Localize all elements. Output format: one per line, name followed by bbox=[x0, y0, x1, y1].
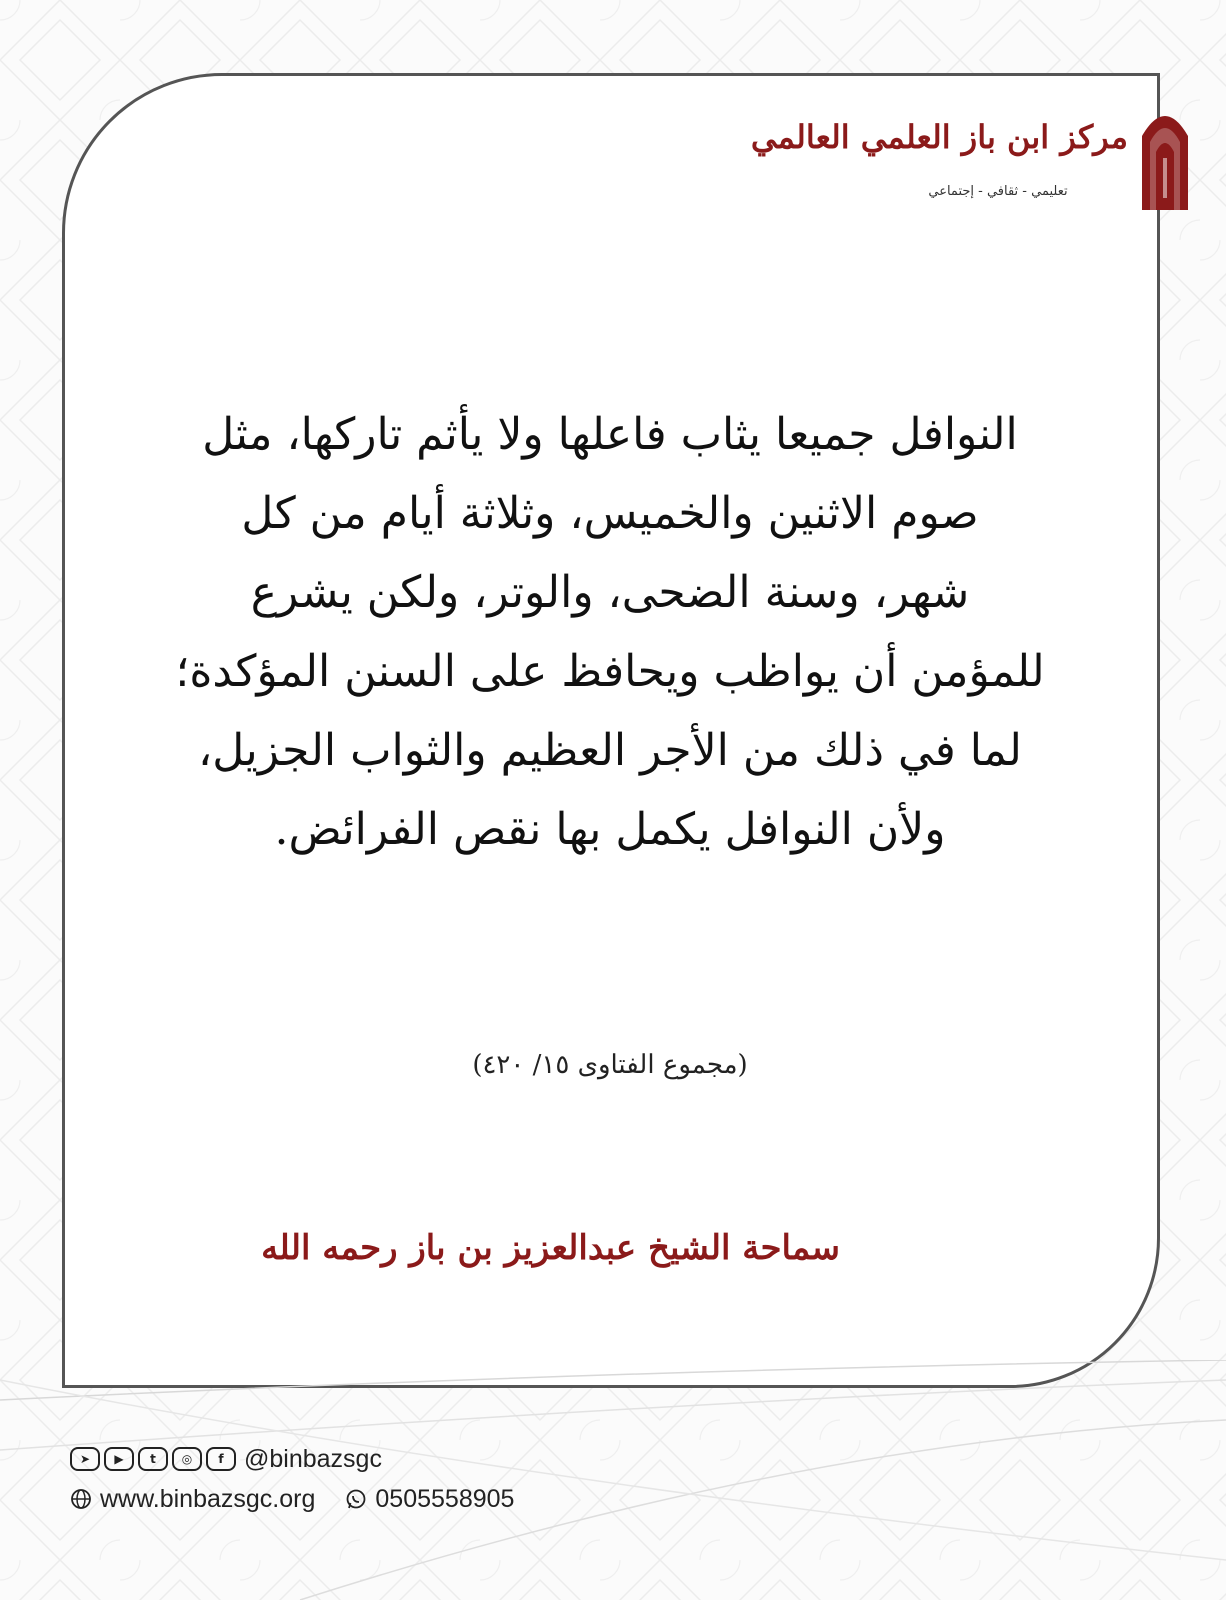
twitter-icon[interactable]: t bbox=[138, 1447, 168, 1471]
quote-line: لما في ذلك من الأجر العظيم والثواب الجزيل، bbox=[198, 725, 1022, 776]
center-name: مركز ابن باز العلمي العالمي bbox=[750, 118, 1128, 156]
quote-text bbox=[170, 395, 1050, 869]
youtube-icon[interactable]: ▶ bbox=[104, 1447, 134, 1471]
social-links bbox=[70, 1442, 382, 1476]
footer-decoration bbox=[0, 1360, 1226, 1600]
instagram-icon[interactable]: ◎ bbox=[172, 1447, 202, 1471]
contact-info bbox=[70, 1482, 514, 1516]
globe-icon bbox=[70, 1488, 92, 1510]
phone-number[interactable]: 0505558905 bbox=[375, 1484, 515, 1513]
whatsapp-icon bbox=[345, 1488, 367, 1510]
center-tagline: تعليمي - ثقافي - إجتماعي bbox=[928, 184, 1068, 199]
telegram-icon[interactable]: ➤ bbox=[70, 1447, 100, 1471]
mosque-arch-icon bbox=[1138, 102, 1192, 210]
signature-calligraphy: سماحة الشيخ عبدالعزيز بن باز رحمه الله bbox=[261, 1228, 840, 1268]
quote-line: صوم الاثنين والخميس، وثلاثة أيام من كل bbox=[241, 488, 979, 539]
quote-line: شهر، وسنة الضحى، والوتر، ولكن يشرع bbox=[250, 567, 970, 618]
citation: (مجموع الفتاوى ١٥/ ٤٢٠) bbox=[472, 1050, 748, 1080]
quote-line: النوافل جميعا يثاب فاعلها ولا يأثم تاركها، مثل bbox=[202, 409, 1018, 460]
social-handle[interactable]: @binbazsgc bbox=[244, 1444, 382, 1473]
quote-line: للمؤمن أن يواظب ويحافظ على السنن المؤكدة؛ bbox=[175, 646, 1045, 697]
website-link[interactable]: www.binbazsgc.org bbox=[100, 1484, 316, 1513]
quote-line: ولأن النوافل يكمل بها نقص الفرائض. bbox=[274, 804, 946, 855]
center-logo bbox=[750, 100, 1226, 220]
facebook-icon[interactable]: f bbox=[206, 1447, 236, 1471]
